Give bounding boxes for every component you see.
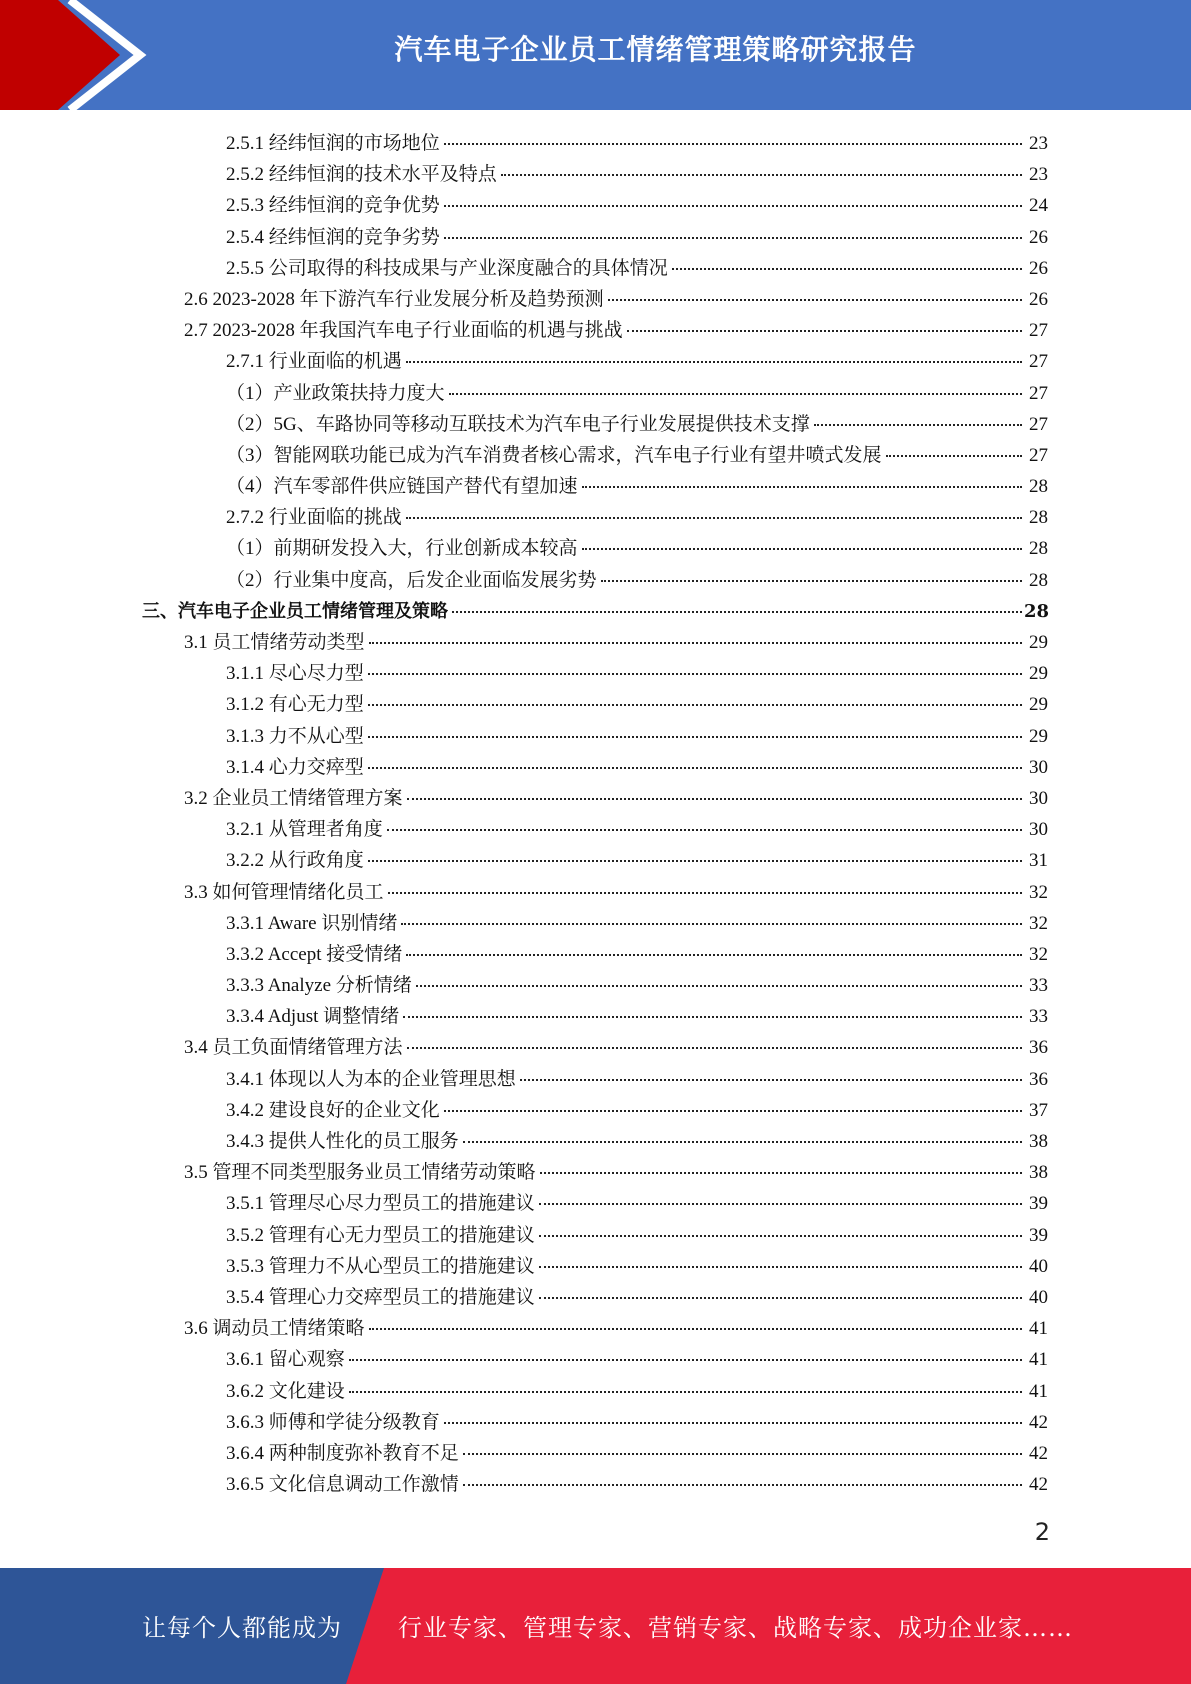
toc-entry[interactable] (0, 627, 1191, 658)
toc-dot-leader (444, 142, 1022, 145)
toc-dot-leader (368, 703, 1022, 706)
toc-entry-page: 29 (1029, 632, 1048, 653)
toc-dot-leader (401, 922, 1022, 925)
toc-dot-leader (368, 672, 1022, 675)
toc-entry-title: 3.3 如何管理情绪化员工 (184, 881, 384, 903)
toc-entry-title: 3.6.2 文化建设 (226, 1380, 345, 1402)
toc-entry-page: 28 (1029, 569, 1048, 591)
toc-dot-leader (444, 1421, 1022, 1424)
toc-dot-leader (463, 1483, 1022, 1486)
toc-entry[interactable] (0, 689, 1191, 720)
toc-entry[interactable] (0, 658, 1191, 689)
toc-entry-page: 33 (1029, 1006, 1048, 1028)
toc-dot-leader (539, 1265, 1022, 1268)
toc-entry-title: （3）智能网联功能已成为汽车消费者核心需求，汽车电子行业有望井喷式发展 (226, 444, 882, 466)
toc-dot-leader (406, 516, 1022, 519)
toc-entry[interactable] (0, 1344, 1191, 1375)
toc-entry-page: 28 (1029, 538, 1048, 560)
toc-entry-page: 24 (1029, 195, 1048, 217)
toc-dot-leader (403, 1015, 1022, 1018)
toc-entry-page: 31 (1029, 850, 1048, 872)
toc-dot-leader (520, 1078, 1022, 1081)
toc-entry-title: 3.1 员工情绪劳动类型 (184, 632, 365, 653)
toc-entry-page: 38 (1029, 1131, 1048, 1152)
toc-entry-title: 3.1.3 力不从心型 (226, 725, 364, 747)
toc-dot-leader (388, 891, 1022, 894)
toc-dot-leader (449, 392, 1022, 395)
toc-entry-title: 2.5.2 经纬恒润的技术水平及特点 (226, 164, 497, 186)
toc-entry-title: 3.6.4 两种制度弥补教育不足 (226, 1442, 459, 1464)
toc-dot-leader (407, 797, 1022, 800)
toc-dot-leader (452, 610, 1022, 613)
toc-entry-page: 23 (1029, 133, 1048, 154)
toc-entry[interactable] (0, 1407, 1191, 1438)
toc-dot-leader (349, 1390, 1022, 1393)
toc-entry[interactable] (0, 1220, 1191, 1251)
toc-entry[interactable] (0, 284, 1191, 315)
toc-dot-leader (886, 454, 1022, 457)
toc-entry-page: 28 (1024, 600, 1050, 622)
toc-entry-title: 3.4.2 建设良好的企业文化 (226, 1099, 440, 1121)
toc-entry-page: 33 (1029, 975, 1048, 997)
toc-dot-leader (369, 641, 1022, 644)
toc-entry-page: 27 (1029, 444, 1048, 466)
toc-dot-leader (406, 953, 1022, 956)
page-header (0, 0, 1191, 110)
toc-entry-title: 3.5.1 管理尽心尽力型员工的措施建议 (226, 1193, 535, 1215)
toc-entry[interactable] (0, 1282, 1191, 1313)
toc-entry-page: 26 (1029, 257, 1048, 279)
toc-entry[interactable] (0, 1064, 1191, 1095)
toc-entry-title: （1）前期研发投入大，行业创新成本较高 (226, 538, 578, 560)
toc-entry-page: 30 (1029, 819, 1048, 841)
toc-dot-leader (501, 173, 1022, 176)
toc-entry-title: 3.4.3 提供人性化的员工服务 (226, 1131, 459, 1152)
toc-entry-title: （2）行业集中度高，后发企业面临发展劣势 (226, 569, 597, 591)
toc-dot-leader (539, 1234, 1022, 1237)
table-of-contents (0, 128, 1191, 1500)
toc-dot-leader (627, 329, 1022, 332)
page-number: 2 (1034, 1518, 1050, 1546)
toc-entry-title: 2.5.1 经纬恒润的市场地位 (226, 133, 440, 154)
toc-dot-leader (444, 236, 1022, 239)
toc-entry-title: 2.7 2023-2028 年我国汽车电子行业面临的机遇与挑战 (184, 320, 623, 342)
toc-entry[interactable] (0, 596, 1191, 627)
toc-entry-title: 3.2 企业员工情绪管理方案 (184, 787, 403, 809)
toc-entry[interactable] (0, 1157, 1191, 1188)
toc-entry[interactable] (0, 190, 1191, 221)
toc-entry-title: 3.2.1 从管理者角度 (226, 819, 383, 841)
toc-entry-page: 37 (1029, 1099, 1048, 1121)
toc-entry-page: 27 (1029, 320, 1048, 342)
toc-entry-title: 3.5.4 管理心力交瘁型员工的措施建议 (226, 1286, 535, 1308)
toc-entry-title: 2.5.3 经纬恒润的竞争优势 (226, 195, 440, 217)
toc-entry-title: 3.6.3 师傅和学徒分级教育 (226, 1411, 440, 1433)
toc-dot-leader (349, 1358, 1022, 1361)
toc-dot-leader (444, 1109, 1022, 1112)
toc-entry-title: （4）汽车零部件供应链国产替代有望加速 (226, 476, 578, 498)
toc-dot-leader (540, 1171, 1022, 1174)
toc-entry-page: 42 (1029, 1411, 1048, 1433)
toc-entry-title: 2.6 2023-2028 年下游汽车行业发展分析及趋势预测 (184, 288, 604, 310)
toc-dot-leader (368, 735, 1022, 738)
toc-entry-page: 32 (1029, 943, 1048, 965)
toc-entry[interactable] (0, 1032, 1191, 1063)
toc-entry-title: 3.3.4 Adjust 调整情绪 (226, 1006, 400, 1028)
toc-entry[interactable] (0, 908, 1191, 939)
toc-entry-title: 2.7.2 行业面临的挑战 (226, 507, 402, 529)
toc-entry-title: 3.4.1 体现以人为本的企业管理思想 (226, 1068, 516, 1090)
footer-slogan-right: 行业专家、管理专家、营销专家、战略专家、成功企业家…… (398, 1614, 1073, 1642)
toc-entry[interactable] (0, 471, 1191, 502)
toc-dot-leader (608, 298, 1022, 301)
toc-entry[interactable] (0, 440, 1191, 471)
toc-dot-leader (416, 984, 1022, 987)
toc-entry-page: 30 (1029, 787, 1048, 809)
toc-entry-page: 38 (1029, 1162, 1048, 1184)
toc-entry-page: 26 (1029, 288, 1048, 310)
toc-entry-title: 2.5.4 经纬恒润的竞争劣势 (226, 226, 440, 248)
toc-dot-leader (387, 828, 1022, 831)
toc-entry-title: 3.3.3 Analyze 分析情绪 (226, 975, 412, 997)
toc-dot-leader (582, 485, 1022, 488)
toc-entry[interactable] (0, 877, 1191, 908)
toc-entry-page: 26 (1029, 226, 1048, 248)
footer-slogan-left: 让每个人都能成为 (142, 1614, 342, 1642)
toc-entry[interactable] (0, 409, 1191, 440)
toc-entry-title: 3.6.1 留心观察 (226, 1349, 345, 1371)
toc-entry-title: 3.3.1 Aware 识别情绪 (226, 912, 398, 934)
toc-entry-page: 28 (1029, 476, 1048, 498)
toc-dot-leader (582, 547, 1022, 550)
toc-entry-page: 30 (1029, 756, 1048, 778)
toc-entry[interactable] (0, 1251, 1191, 1282)
toc-entry-title: 3.1.2 有心无力型 (226, 694, 364, 716)
toc-entry[interactable] (0, 502, 1191, 533)
toc-dot-leader (539, 1296, 1022, 1299)
toc-entry-title: 3.1.4 心力交瘁型 (226, 756, 364, 778)
toc-entry[interactable] (0, 721, 1191, 752)
toc-entry-page: 27 (1029, 413, 1048, 435)
toc-entry-page: 40 (1029, 1255, 1048, 1277)
toc-entry-title: 3.2.2 从行政角度 (226, 850, 364, 872)
toc-entry[interactable] (0, 346, 1191, 377)
toc-entry[interactable] (0, 222, 1191, 253)
toc-dot-leader (368, 766, 1022, 769)
toc-entry[interactable] (0, 1469, 1191, 1500)
toc-entry[interactable] (0, 845, 1191, 876)
toc-dot-leader (539, 1202, 1022, 1205)
toc-entry-page: 36 (1029, 1068, 1048, 1090)
toc-entry-page: 39 (1029, 1224, 1048, 1246)
header-arrow-decoration (0, 0, 160, 110)
toc-entry-page: 32 (1029, 881, 1048, 903)
toc-entry-page: 27 (1029, 382, 1048, 404)
toc-entry-page: 36 (1029, 1037, 1048, 1059)
toc-entry-title: 3.6 调动员工情绪策略 (184, 1318, 365, 1340)
toc-entry-title: 三、汽车电子企业员工情绪管理及策略 (142, 600, 448, 622)
toc-entry-page: 29 (1029, 725, 1048, 747)
toc-entry-title: 3.5.2 管理有心无力型员工的措施建议 (226, 1224, 535, 1246)
toc-entry-page: 28 (1029, 507, 1048, 529)
toc-dot-leader (407, 1046, 1022, 1049)
toc-entry-page: 41 (1029, 1318, 1048, 1340)
toc-entry[interactable] (0, 1188, 1191, 1219)
toc-dot-leader (601, 579, 1022, 582)
toc-entry-page: 39 (1029, 1193, 1048, 1215)
toc-entry[interactable] (0, 1095, 1191, 1126)
toc-entry[interactable] (0, 939, 1191, 970)
toc-entry-title: 3.5 管理不同类型服务业员工情绪劳动策略 (184, 1162, 536, 1184)
red-arrow-shape (0, 0, 120, 110)
toc-entry[interactable] (0, 1313, 1191, 1344)
toc-entry[interactable] (0, 752, 1191, 783)
toc-entry-page: 29 (1029, 694, 1048, 716)
toc-entry-page: 29 (1029, 663, 1048, 685)
toc-entry-title: （2）5G、车路协同等移动互联技术为汽车电子行业发展提供技术支撑 (226, 413, 810, 435)
toc-entry-page: 27 (1029, 351, 1048, 373)
page-footer (0, 1568, 1191, 1684)
toc-entry[interactable] (0, 1376, 1191, 1407)
toc-dot-leader (369, 1327, 1022, 1330)
toc-entry[interactable] (0, 565, 1191, 596)
toc-dot-leader (814, 423, 1022, 426)
toc-entry-title: （1）产业政策扶持力度大 (226, 382, 445, 404)
toc-entry-page: 40 (1029, 1286, 1048, 1308)
toc-entry[interactable] (0, 1001, 1191, 1032)
toc-entry[interactable] (0, 1438, 1191, 1469)
toc-entry-page: 41 (1029, 1349, 1048, 1371)
toc-entry-title: 3.1.1 尽心尽力型 (226, 663, 364, 685)
toc-entry[interactable] (0, 533, 1191, 564)
toc-entry-page: 42 (1029, 1442, 1048, 1464)
toc-entry-title: 2.5.5 公司取得的科技成果与产业深度融合的具体情况 (226, 257, 668, 279)
toc-dot-leader (672, 267, 1022, 270)
toc-entry[interactable] (0, 378, 1191, 409)
toc-entry-title: 3.5.3 管理力不从心型员工的措施建议 (226, 1255, 535, 1277)
toc-entry[interactable] (0, 783, 1191, 814)
toc-dot-leader (463, 1140, 1022, 1143)
toc-entry-page: 23 (1029, 164, 1048, 186)
toc-entry-page: 32 (1029, 912, 1048, 934)
toc-entry[interactable] (0, 315, 1191, 346)
toc-entry-title: 2.7.1 行业面临的机遇 (226, 351, 402, 373)
toc-entry[interactable] (0, 1126, 1191, 1157)
toc-entry-page: 42 (1029, 1474, 1048, 1496)
toc-entry[interactable] (0, 253, 1191, 284)
toc-dot-leader (444, 204, 1022, 207)
toc-entry[interactable] (0, 159, 1191, 190)
toc-dot-leader (368, 859, 1022, 862)
toc-entry-title: 3.4 员工负面情绪管理方法 (184, 1037, 403, 1059)
toc-dot-leader (463, 1452, 1022, 1455)
toc-entry-title: 3.6.5 文化信息调动工作激情 (226, 1474, 459, 1496)
toc-dot-leader (406, 360, 1022, 363)
toc-entry-page: 41 (1029, 1380, 1048, 1402)
toc-entry[interactable] (0, 128, 1191, 159)
document-title: 汽车电子企业员工情绪管理策略研究报告 (394, 33, 917, 66)
toc-entry-title: 3.3.2 Accept 接受情绪 (226, 943, 403, 965)
toc-entry[interactable] (0, 970, 1191, 1001)
toc-entry[interactable] (0, 814, 1191, 845)
